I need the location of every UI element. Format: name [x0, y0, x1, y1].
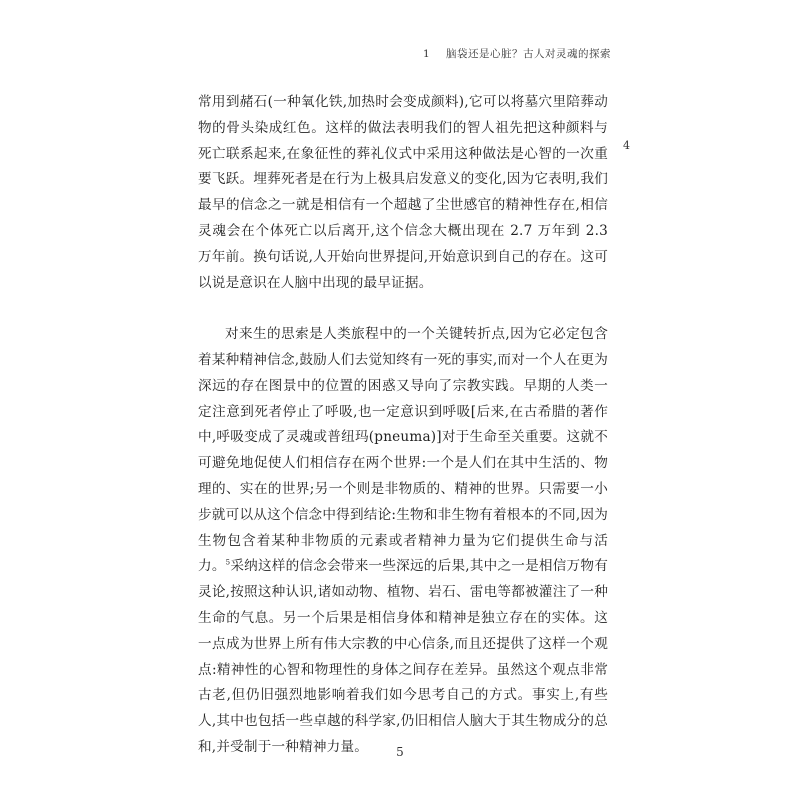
- paragraph-text: 对来生的思索是人类旅程中的一个关键转折点,因为它必定包含着某种精神信念,鼓励人们去觉知终有一死的事实,而对一个人在更为深远的存在图景中的位置的困惑又导向了宗教实践。早期的人类一定注意到死者停止了呼吸,也一定意识到呼吸[后来,在古希腊的著作中,呼吸变成了灵魂或普纽玛(pneuma)]对于生命至关重要。这就不可避免地促使人们相信存在两个世界:一个是人们在其中生活的、物理的、实在的世界;另一个则是非物质的、精神的世界。只需要一小步就可以从这个信念中得到结论:生物和非生物有着根本的不同,因为生物包含着某种非物质的元素或者精神力量为它们提供生命与活力。: [198, 326, 608, 575]
- body-text: [198, 90, 608, 761]
- footnote-reference[interactable]: 5: [225, 558, 231, 567]
- paragraph: [198, 322, 608, 761]
- chapter-title: 脑袋还是心脏？古人对灵魂的探索: [446, 48, 611, 60]
- chapter-number: 1: [422, 48, 431, 60]
- paragraph: 常用到赭石(一种氧化铁,加热时会变成颜料),它可以将墓穴里陪葬动物的骨头染成红色。这样的做法表明我们的智人祖先把这种颜料与死亡联系起来,在象征性的葬礼仪式中采用这种做法是心智的一次重要飞跃。埋葬死者是在行为上极具启发意义的变化,因为它表明,我们最早的信念之一就是相信有一个超越了尘世感官的精神性存在,相信灵魂会在个体死亡以后离开,这个信念大概出现在 2.7 万年到 2.3 万年前。换句话说,人开始向世界提问,开始意识到自己的存在。这可以说是意识在人脑中出现的最早证据。: [198, 94, 608, 291]
- margin-page-number: 4: [623, 139, 630, 152]
- page-number: 5: [396, 745, 404, 759]
- running-header: [423, 46, 611, 61]
- paragraph-text: 采纳这样的信念会带来一些深远的后果,其中之一是相信万物有灵论,按照这种认识,诸如动物、植物、岩石、雷电等都被灌注了一种生命的气息。另一个后果是相信身体和精神是独立存在的实体。这一点成为世界上所有伟大宗教的中心信条,而且还提供了这样一个观点:精神性的心智和物理性的身体之间存在差异。虽然这个观点非常古老,但仍旧强烈地影响着我们如今思考自己的方式。事实上,有些人,其中也包括一些卓越的科学家,仍旧相信人脑大于其生物成分的总和,并受制于一种精神力量。: [198, 558, 608, 755]
